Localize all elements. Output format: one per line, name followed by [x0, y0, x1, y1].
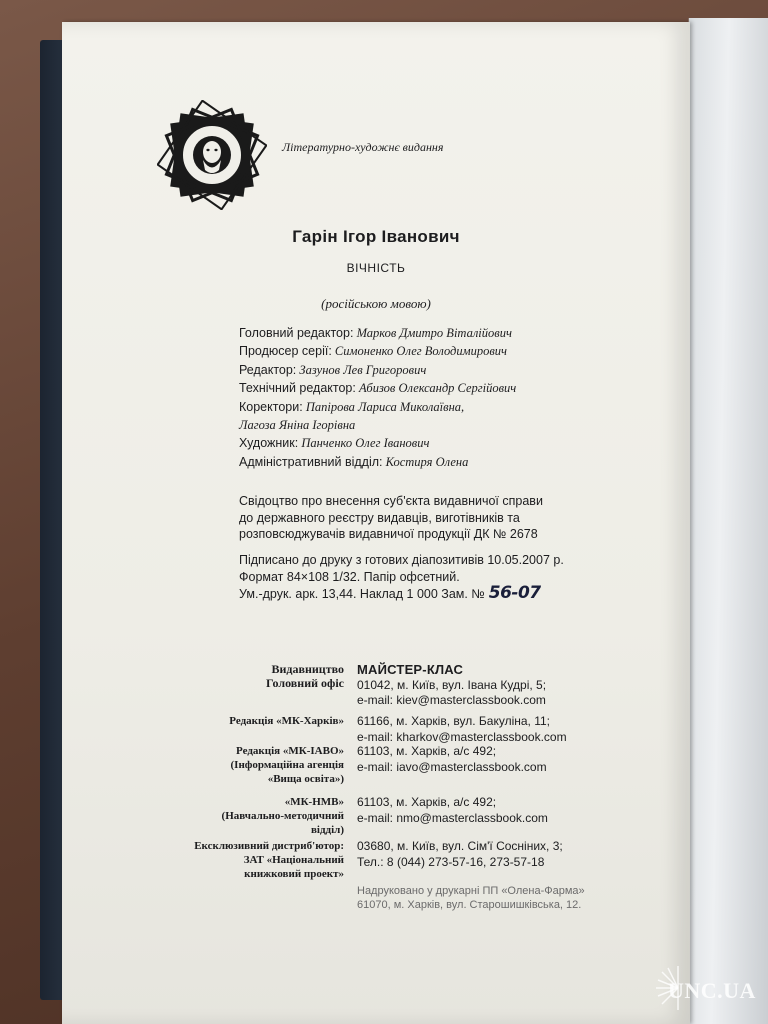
credit-line: Адміністративний відділ: Костиря Олена [239, 454, 469, 469]
credit-line: Головний редактор: Марков Дмитро Віталійович [239, 326, 512, 340]
credit-line: Лагоза Яніна Ігорівна [239, 418, 356, 433]
credit-line: Редактор: Зазунов Лев Григорович [239, 362, 427, 377]
imprint-page: Літературно-художнє видання Гарін Ігор Іванович ВІЧНІСТЬ (російською мовою) Головний редактор: Марков Дмитро Віталійович Продюсер серії: Симоненко Олег Володимирович Редактор: Зазунов Лев Григорович Технічний редактор: Абизов Олександр Сергійович Коректори: Папірова Лариса Миколаївна, Лагоза Яніна Ігорівна Художник: Панченко Олег Іванович Адміністративний відділ: Костиря Олена Свідоцтво про внесення суб'єкта видавничої справи до державного реєстру видавців, виготівників та розповсюджувачів видавничої продукції ДК № 2678 Підписано до друку з готових діапозитивів 10.05.2007 р. Формат 84×108 1/32. Папір офсетний. Ум.-друк. арк. 13,44. Наклад 1 000 Зам. № 56-07 Видавництво Головний офіс МАЙСТЕР-КЛАС 01042, м. Київ, вул. Івана Кудрі, 5; e-mail: kiev@masterclassbook.com Редакція «МК-Харків» 61166, м. Харків, вул. Бакуліна, 11; e-mail: kharkov@masterclassbook.com Редакція «МК-ІАВО» (Інформаційна агенція «Вища освіта») 61103, м. Харків, а/с 492; e-mail: iavo@masterclassbook.com «МК-НМВ» (Навчально-методичний відділ) 61103, м. Харків, а/с 492; e-mail: nmo@masterclassbook.com Ексклюзивний дистриб'ютор: ЗАТ «Національний книжковий проект» 03680, м. Київ, вул. Сім'ї Сосніних, 3; Тел.: 8 (044) 273-57-16, 273-57-18 Надруковано у друкарні ПП «Олена-Фарма» 61070, м. Харків, вул. Старошишківська, 12. [62, 22, 690, 1024]
credit-line: Продюсер серії: Симоненко Олег Володимирович [239, 344, 507, 359]
publisher-name: МАЙСТЕР-КЛАС [357, 662, 464, 677]
author-name: Гарін Ігор Іванович [292, 227, 460, 246]
credit-line: Коректори: Папірова Лариса Миколаївна, [239, 399, 465, 414]
language-note: (російською мовою) [321, 296, 431, 311]
printer-info: Надруковано у друкарні ПП «Олена-Фарма» 61070, м. Харків, вул. Старошишківська, 12. [357, 885, 585, 911]
publisher-logo [157, 100, 267, 210]
registration-certificate: Свідоцтво про внесення суб'єкта видавничої справи до державного реєстру видавців, виготівників та розповсюджувачів видавничої продукції ДК № 2678 [239, 494, 543, 541]
handwritten-order-number: 56-07 [488, 583, 541, 603]
credits-list [239, 324, 659, 471]
watermark: UNC.UA [652, 962, 764, 1014]
credit-line: Художник: Панченко Олег Іванович [239, 436, 430, 451]
edition-type: Літературно-художнє видання [282, 140, 444, 154]
book-title: ВІЧНІСТЬ [346, 261, 406, 275]
printing-details: Підписано до друку з готових діапозитивів 10.05.2007 р. Формат 84×108 1/32. Папір офсетний. Ум.-друк. арк. 13,44. Наклад 1 000 Зам. № 56-07 [239, 553, 564, 603]
credit-line: Технічний редактор: Абизов Олександр Сергійович [239, 381, 517, 396]
